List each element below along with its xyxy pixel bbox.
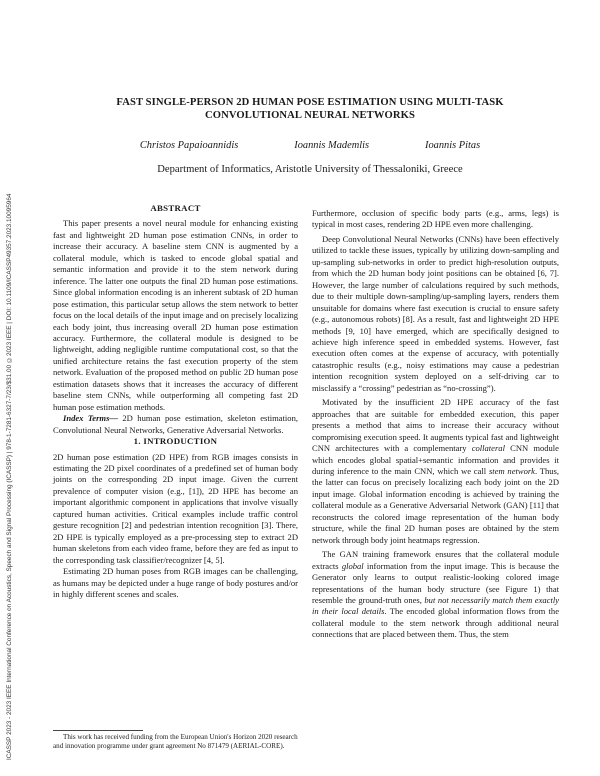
index-terms-label: Index Terms—	[63, 413, 118, 424]
p3-segment-a: Motivated by the insufficient 2D HPE accuracy of the fast approaches that are suitable for embedded execution, this paper presents a method that aims to increase their accuracy without compromising execution speed. It augments typical fast and lightweight CNN architectures with a complementary	[312, 397, 559, 454]
title-line-1: FAST SINGLE-PERSON 2D HUMAN POSE ESTIMATION USING MULTI-TASK	[116, 97, 504, 108]
author-2: Ioannis Mademlis	[294, 140, 370, 151]
author-3: Ioannis Pitas	[425, 140, 481, 151]
side-identifier: ICASSP 2023 - 2023 IEEE International Conference on Acoustics, Speech and Signal Processing (ICASSP) | 978-1-7281-6327-7/23/$31.00 ©2023 IEEE | DOI: 10.1109/ICASSP49357.2023.10095964	[6, 193, 13, 760]
author-1: Christos Papaioannidis	[139, 140, 239, 151]
right-paragraph-3	[312, 397, 559, 546]
left-column	[53, 203, 298, 600]
p3-segment-b: CNN module which encodes global spatial+semantic information and provides it during inference to the main CNN, which we call	[312, 443, 559, 476]
right-paragraph-1: Furthermore, occlusion of specific body parts (e.g., arms, legs) is typical in most cases, rendering 2D HPE even more challenging.	[312, 208, 559, 230]
right-paragraph-2: Deep Convolutional Neural Networks (CNNs) have been effectively utilized to tackle these issues, typically by utilizing down-sampling and up-sampling sub-networks in order to predict high-resolution outputs, from which the 2D human body joint positions can be obtained [6, 7]. However, the large number of calculations required by such methods, due to their multiple down-sampling/up-sampling layers, renders them unsuitable for domains where fast execution is crucial to ensure safety (e.g., autonomous robots) [8]. As a result, fast and lightweight 2D HPE methods [9, 10] have emerged, which are specifically designed to achieve high inference speed in embedded systems. However, fast execution often comes at the expense of accuracy, with potentially catastrophic results (e.g., noisy estimations may cause a pedestrian intention recognition system deployed on a self-driving car to misclassify a “crossing” pedestrian as “no-crossing”).	[312, 233, 559, 393]
affiliation: Department of Informatics, Aristotle University of Thessaloniki, Greece	[157, 164, 463, 175]
index-terms-text: 2D human pose estimation, skeleton estimation, Convolutional Neural Networks, Generative Adversarial Networks.	[53, 413, 298, 435]
intro-paragraph-2: Estimating 2D human poses from RGB images can be challenging, as humans may be depicted under a huge range of body postures and/or in highly different scenes and scales.	[53, 566, 298, 599]
paper-title	[60, 96, 560, 122]
p4-emphasis-global: global	[341, 560, 364, 571]
title-line-2: CONVOLUTIONAL NEURAL NETWORKS	[205, 110, 415, 121]
right-paragraph-4	[312, 549, 559, 641]
author-list	[60, 140, 560, 151]
p3-segment-c: . Thus, the latter can focus on precisely localizing each body joint on the 2D input image. Global information encoding is achieved by training the collateral module as a Generative Adversarial Network (GAN) [11] that reconstructs the colored image representation of the human body structure, while the final 2D human poses are obtained by the stem network through body joint heatmaps regression.	[312, 465, 559, 545]
abstract-text: This paper presents a novel neural module for enhancing existing fast and lightweight 2D human pose estimation CNNs, in order to increase their accuracy. A baseline stem CNN is augmented by a collateral module, which is tasked to encode global spatial and semantic information and provide it to the stem network during inference. The latter one outputs the final 2D human pose estimations. Since global information encoding is an inherent subtask of 2D human pose estimation, this particular setup allows the stem network to better focus on the local details of the input image and on precisely localizing each body joint, thus increasing overall 2D human pose estimation accuracy. Furthermore, the collateral module is designed to be lightweight, adding negligible runtime computational cost, so that the unified architecture retains the fast execution property of the stem network. Evaluation of the proposed method on public 2D human pose estimation datasets shows that it increases the accuracy of different baseline stem CNNs, while outperforming all competing fast 2D human pose estimation methods.	[53, 218, 298, 412]
right-column	[312, 208, 559, 641]
intro-paragraph-1: 2D human pose estimation (2D HPE) from RGB images consists in estimating the 2D pixel coordinates of a predefined set of human body joints on the corresponding 2D input image. Given the current prevalence of computer vision (e.g., [1]), 2D HPE has become an important algorithmic component in applications that involve visually captured human activities. Critical examples include traffic control gesture recognition [2] and pedestrian intention recognition [3]. There, 2D HPE is typically employed as a pre-processing step to extract 2D human skeletons from each video frame, before they are fed as input to the corresponding task classifier/recognizer [4, 5].	[53, 451, 298, 565]
p3-emphasis-stem-network: stem network	[488, 465, 535, 476]
index-terms	[53, 413, 298, 436]
p4-segment-b: information from the input image. This is because the Generator only learns to output realistic-looking colored image representations of the human body structure (see Figure 1) that resemble the ground-truth ones,	[312, 560, 559, 605]
p3-emphasis-collateral: collateral	[471, 443, 505, 454]
intro-heading: 1. INTRODUCTION	[133, 436, 218, 447]
funding-footnote: This work has received funding from the European Union's Horizon 2020 research and innovation programme under grant agreement No 871479 (AERIAL-CORE).	[53, 733, 298, 750]
p4-segment-c: . The encoded global information flows from the collateral module to the stem network through additional neural connections that are placed between them. Thus, the stem	[312, 606, 559, 640]
abstract-heading: ABSTRACT	[150, 203, 201, 213]
p4-segment-a: The GAN training framework ensures that the collateral module extracts	[312, 549, 559, 571]
footnote-rule	[53, 730, 143, 731]
p4-emphasis-local-details: but not necessarily match them exactly in their local details	[312, 594, 559, 617]
